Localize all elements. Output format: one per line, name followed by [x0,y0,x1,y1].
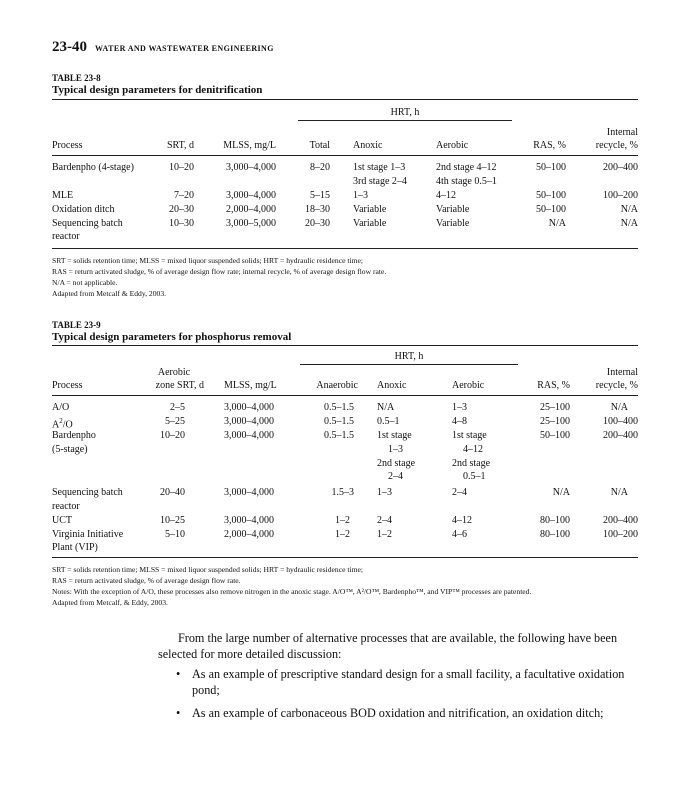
table-cell: 5–25 [165,416,185,427]
table-cell: 4–6 [452,529,467,540]
table-cell: 200–400 [603,515,638,526]
table-cell: 10–20 [169,162,194,173]
table2-bottom-rule [52,557,638,558]
table-cell: (5-stage) [52,444,88,455]
table-cell: 8–20 [310,162,330,173]
table-cell: Sequencing batch [52,487,123,498]
table-cell: 2nd stage 4–12 [436,162,497,173]
table-cell: 3rd stage 2–4 [353,176,407,187]
table1-header-total: Total [309,140,330,151]
table2-header-anoxic: Anoxic [377,380,407,391]
table-cell: 1–2 [335,515,350,526]
table2-title: Typical design parameters for phosphorus removal [52,331,292,343]
table-cell: 2,000–4,000 [226,204,276,215]
table1-header-aerobic: Aerobic [436,140,469,151]
table2-header-anaerobic: Anaerobic [316,380,358,391]
table-cell: 1–3 [377,487,392,498]
table2-group-rule [300,364,518,365]
table1-header-mlss: MLSS, mg/L [223,140,276,151]
table-cell: N/A [610,402,628,413]
table-cell: N/A [620,218,638,229]
table-cell: N/A [377,402,395,413]
table2-header-srt1: Aerobic [157,367,191,378]
table2-header-ras: RAS, % [537,380,570,391]
table-cell: 20–40 [160,487,185,498]
table-cell: Bardenpho [52,430,96,441]
table1-footnote: Adapted from Metcalf & Eddy, 2003. [52,289,167,298]
table2-header-recycle1: Internal [606,367,638,378]
table-cell: UCT [52,515,72,526]
table-cell: 2nd stage [452,458,491,469]
table-cell: 3,000–4,000 [224,416,274,427]
table2-header-process: Process [52,380,83,391]
table-cell: A/O [52,402,70,413]
table-cell: 100–200 [603,190,638,201]
table-cell: 2,000–4,000 [224,529,274,540]
table-cell: N/A [620,204,638,215]
table-cell: 200–400 [603,162,638,173]
table2-footnote: SRT = solids retention time; MLSS = mixed liquor suspended solids; HRT = hydraulic residence time; [52,565,363,574]
table1-header-anoxic: Anoxic [353,140,383,151]
table-cell: 50–100 [540,430,570,441]
table1-header-recycle2: recycle, % [595,140,638,151]
table-cell: 1–2 [377,529,392,540]
table-cell: 0.5–1 [377,416,400,427]
table-cell: 25–100 [540,416,570,427]
table-cell: N/A [548,218,566,229]
running-title: WATER AND WASTEWATER ENGINEERING [95,44,274,53]
table-cell: 1–3 [452,402,467,413]
table2-header-srt2: zone SRT, d [155,380,204,391]
table-cell: 80–100 [540,529,570,540]
table-cell: Variable [353,204,387,215]
table-cell: 50–100 [536,204,566,215]
table2-header-mlss: MLSS, mg/L [224,380,277,391]
table-cell: 20–30 [169,204,194,215]
table-cell: Plant (VIP) [52,542,98,553]
table-cell: 200–400 [603,430,638,441]
table-cell: 3,000–4,000 [224,487,274,498]
table-cell: 100–400 [603,416,638,427]
table-cell: 0.5–1 [463,471,486,482]
table-cell: 1–3 [388,444,403,455]
table-cell: 3,000–4,000 [224,430,274,441]
table1-header-ras: RAS, % [533,140,566,151]
list-item: As an example of carbonaceous BOD oxidation and nitrification, an oxidation ditch; [192,706,604,720]
table-cell: N/A [610,487,628,498]
table-cell: 10–25 [160,515,185,526]
table-cell: MLE [52,190,74,201]
table-cell: 5–15 [310,190,330,201]
table-cell: 10–20 [160,430,185,441]
table-cell: 4th stage 0.5–1 [436,176,497,187]
table-cell: 1.5–3 [331,487,354,498]
table2-header-aerobic: Aerobic [452,380,485,391]
table2-footnote: RAS = return activated sludge, % of average design flow rate. [52,576,241,585]
table1-title: Typical design parameters for denitrification [52,84,263,96]
table-cell: 5–10 [165,529,185,540]
table-cell-process: $A^2/O$ [52,417,73,431]
table2-label: TABLE 23-9 [52,320,101,330]
table-cell: Variable [353,218,387,229]
table-cell: 50–100 [536,162,566,173]
table-cell: 1st stage [377,430,412,441]
table-cell: 4–12 [452,515,472,526]
table-cell: 3,000–4,000 [226,162,276,173]
table-cell: 2–4 [388,471,403,482]
table1-header-rule [52,155,638,156]
table-cell: Sequencing batch [52,218,123,229]
table-cell: 0.5–1.5 [324,430,354,441]
table1-header-recycle1: Internal [606,127,638,138]
bullet-icon: • [176,706,181,720]
table-cell: 2nd stage [377,458,416,469]
table1-top-rule [52,99,638,100]
table-cell: 1st stage [452,430,487,441]
table-cell: 1–2 [335,529,350,540]
table1-footnote: SRT = solids retention time; MLSS = mixed liquor suspended solids; HRT = hydraulic residence time; [52,256,363,265]
list-item: As an example of prescriptive standard design for a small facility, a facultative oxidation pond; [192,667,625,697]
table2-top-rule [52,345,638,346]
running-header [52,38,274,56]
table-cell: 3,000–4,000 [224,402,274,413]
table-cell: 4–8 [452,416,467,427]
table-cell: 2–4 [377,515,392,526]
table1-bottom-rule [52,248,638,249]
table2-header-rule [52,395,638,396]
table-cell: Variable [436,218,470,229]
table-cell: Variable [436,204,470,215]
table2-footnote: Notes: With the exception of A/O, these processes also remove nitrogen in the anoxic stage. A/O™, A²/O™, Bardenpho™, and VIP™ processes are patented. [52,587,532,596]
table-cell: 1st stage 1–3 [353,162,406,173]
table-cell: Bardenpho (4-stage) [52,162,134,173]
table-cell: 50–100 [536,190,566,201]
table2-group-header: HRT, h [394,351,424,362]
table1-label: TABLE 23-8 [52,73,101,83]
table2-header-recycle2: recycle, % [595,380,638,391]
table2-footnote: Adapted from Metcalf, & Eddy, 2003. [52,598,168,607]
table-cell: 80–100 [540,515,570,526]
bullet-icon: • [176,667,181,681]
table-cell: 3,000–4,000 [224,515,274,526]
table1-header-process: Process [52,140,83,151]
table-cell: 2–5 [170,402,185,413]
table1-group-header: HRT, h [390,107,420,118]
page-number: 23-40 [52,39,87,55]
table-cell: 10–30 [169,218,194,229]
table-cell: 4–12 [436,190,456,201]
table-cell: 3,000–5,000 [226,218,276,229]
table1-group-rule [298,120,512,121]
table-cell: Virginia Initiative [52,529,124,540]
table-cell: 18–30 [305,204,330,215]
body-paragraph: From the large number of alternative processes that are available, the following have been selected for more detailed discussion: [158,631,618,661]
table-cell: Oxidation ditch [52,204,115,215]
table-cell: 25–100 [540,402,570,413]
table-cell: 20–30 [305,218,330,229]
table-cell: 1–3 [353,190,368,201]
table-cell: N/A [552,487,570,498]
table-cell: 4–12 [463,444,483,455]
table-cell: 0.5–1.5 [324,416,354,427]
table-cell: reactor [52,501,80,512]
table-cell: 2–4 [452,487,467,498]
table1-header-srt: SRT, d [167,140,194,151]
table-cell: 7–20 [174,190,194,201]
table1-footnote: N/A = not applicable. [52,278,118,287]
table-cell: 0.5–1.5 [324,402,354,413]
table-cell: 100–200 [603,529,638,540]
table-cell: reactor [52,231,80,242]
table-cell: 3,000–4,000 [226,190,276,201]
table1-footnote: RAS = return activated sludge, % of average design flow rate; internal recycle, % of average design flow rate. [52,267,387,276]
